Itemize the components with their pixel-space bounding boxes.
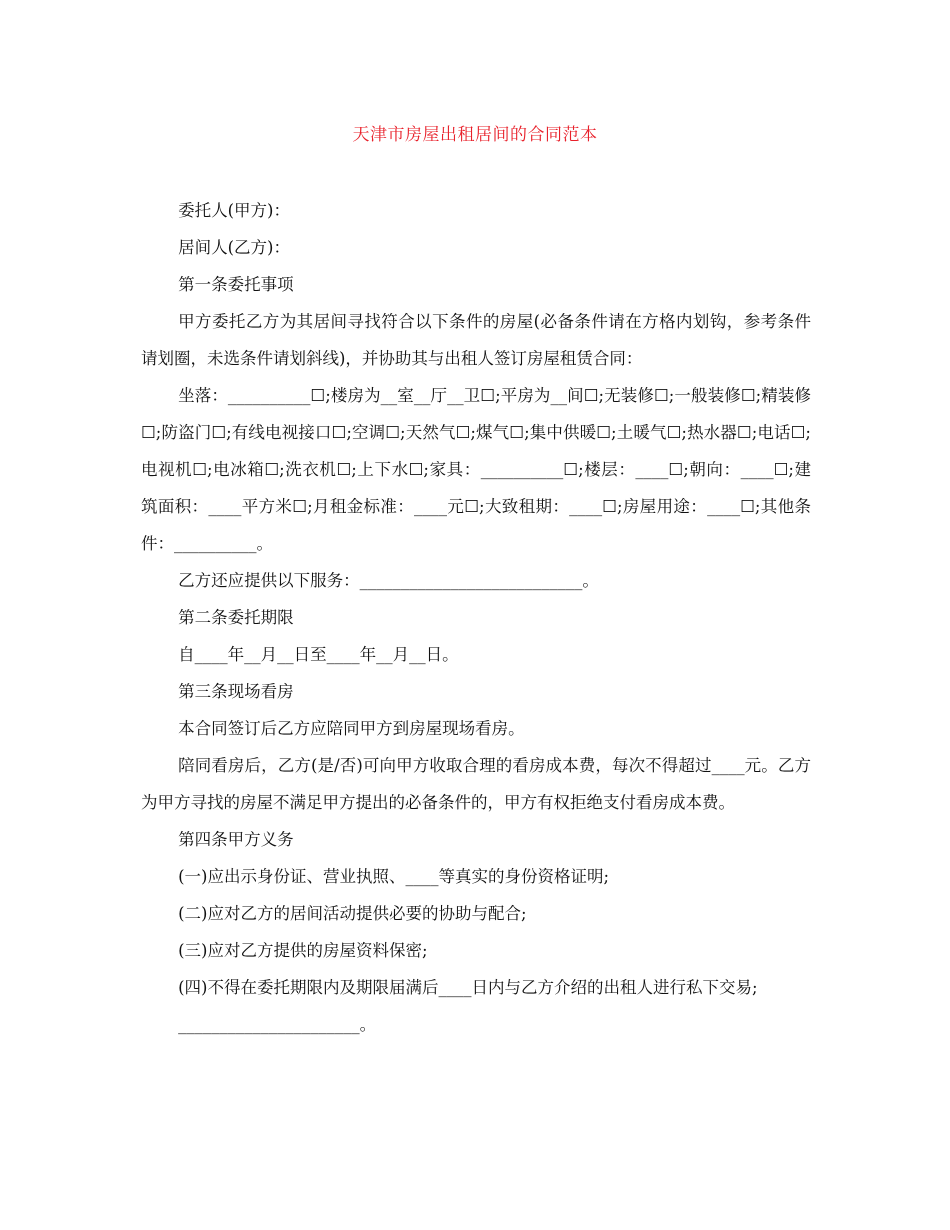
heading-article-4: 第四条甲方义务 [178, 830, 294, 849]
paragraph-obligation-1: (一)应出示身份证、营业执照、____等真实的身份资格证明; [178, 867, 610, 886]
paragraph-house-conditions: 坐落：__________☐;楼房为__室__厅__卫☐;平房为__间☐;无装修☐;一般装修☐;精装修☐;防盗门☐;有线电视接口☐;空调☐;天然气☐;煤气☐;集中供暖☐;土暖气☐;热水器☐;电话☐;电视机☐;电冰箱☐;洗衣机☐;上下水☐;家具：__________☐;楼层：____☐;朝向：____☐;建筑面积：____平方米☐;月租金标准：____元☐;大致租期：____☐;房屋用途：____☐;其他条件：__________。 [141, 386, 811, 553]
paragraph-extra-services: 乙方还应提供以下服务：___________________________。 [178, 571, 599, 590]
paragraph-term: 自____年__月__日至____年__月__日。 [178, 645, 459, 664]
heading-article-3: 第三条现场看房 [178, 682, 294, 701]
paragraph-entrustment: 甲方委托乙方为其居间寻找符合以下条件的房屋(必备条件请在方格内划钩，参考条件请划圈，未选条件请划斜线)，并协助其与出租人签订房屋租赁合同： [141, 312, 811, 368]
paragraph-obligation-2: (二)应对乙方的居间活动提供必要的协助与配合; [178, 904, 527, 923]
document-title: 天津市房屋出租居间的合同范本 [352, 125, 598, 145]
paragraph-viewing-fee: 陪同看房后，乙方(是/否)可向甲方收取合理的看房成本费，每次不得超过____元。乙方为甲方寻找的房屋不满足甲方提出的必备条件的，甲方有权拒绝支付看房成本费。 [141, 756, 811, 812]
heading-article-1: 第一条委托事项 [178, 275, 294, 294]
heading-article-2: 第二条委托期限 [178, 608, 294, 627]
paragraph-obligation-3: (三)应对乙方提供的房屋资料保密; [178, 941, 428, 960]
document-body [141, 192, 811, 1043]
paragraph-blank-line: ______________________。 [178, 1015, 377, 1034]
paragraph-party-a: 委托人(甲方)： [178, 201, 290, 220]
paragraph-obligation-4: (四)不得在委托期限内及期限届满后____日内与乙方介绍的出租人进行私下交易; [178, 978, 758, 997]
paragraph-party-b: 居间人(乙方)： [178, 238, 290, 257]
paragraph-viewing: 本合同签订后乙方应陪同甲方到房屋现场看房。 [178, 719, 525, 738]
